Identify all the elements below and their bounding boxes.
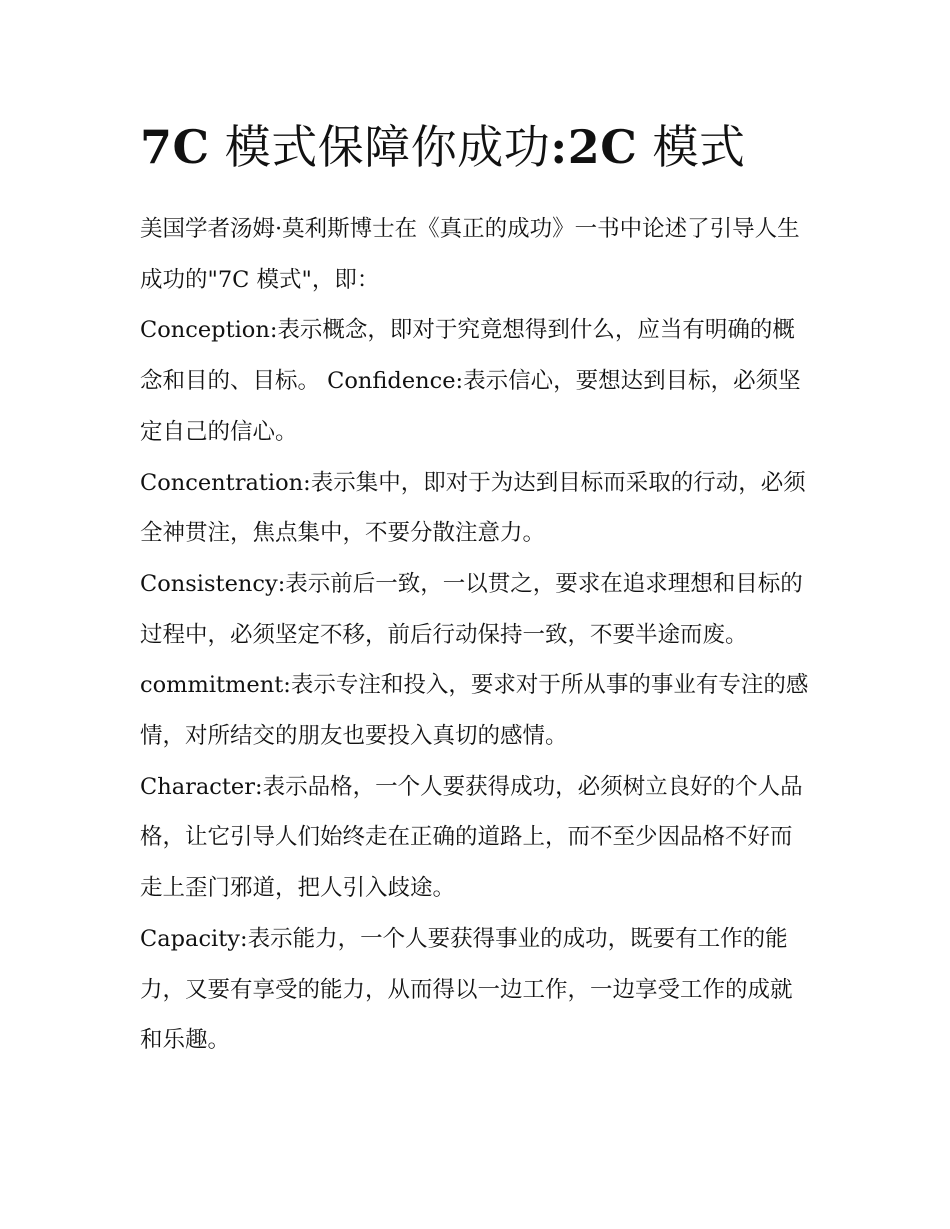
commitment-paragraph: commitment:表示专注和投入，要求对于所从事的事业有专注的感情，对所结交的朋友也要投入真切的感情。 [140,672,809,750]
page-title: 7C 模式保障你成功:2C 模式 [140,120,746,174]
document-page [140,110,812,1066]
intro-paragraph: 美国学者汤姆·莫利斯博士在《真正的成功》一书中论述了引导人生成功的"7C 模式"，即： [140,216,800,293]
capacity-paragraph: Capacity:表示能力，一个人要获得事业的成功，既要有工作的能力，又要有享受的能力，从而得以一边工作，一边享受工作的成就和乐趣。 [140,925,793,1054]
character-paragraph: Character:表示品格，一个人要获得成功，必须树立良好的个人品格，让它引导人们始终走在正确的道路上，而不至少因品格不好而走上歪门邪道，把人引入歧途。 [140,773,803,902]
concentration-paragraph: Concentration:表示集中，即对于为达到目标而采取的行动，必须全神贯注，焦点集中，不要分散注意力。 [140,469,806,547]
conception-confidence-paragraph: Conception:表示概念，即对于究竟想得到什么，应当有明确的概念和目的、目标。 Confidence:表示信心，要想达到目标，必须坚定自己的信心。 [140,317,801,445]
consistency-paragraph: Consistency:表示前后一致，一以贯之，要求在追求理想和目标的过程中，必须坚定不移，前后行动保持一致，不要半途而废。 [140,570,803,648]
